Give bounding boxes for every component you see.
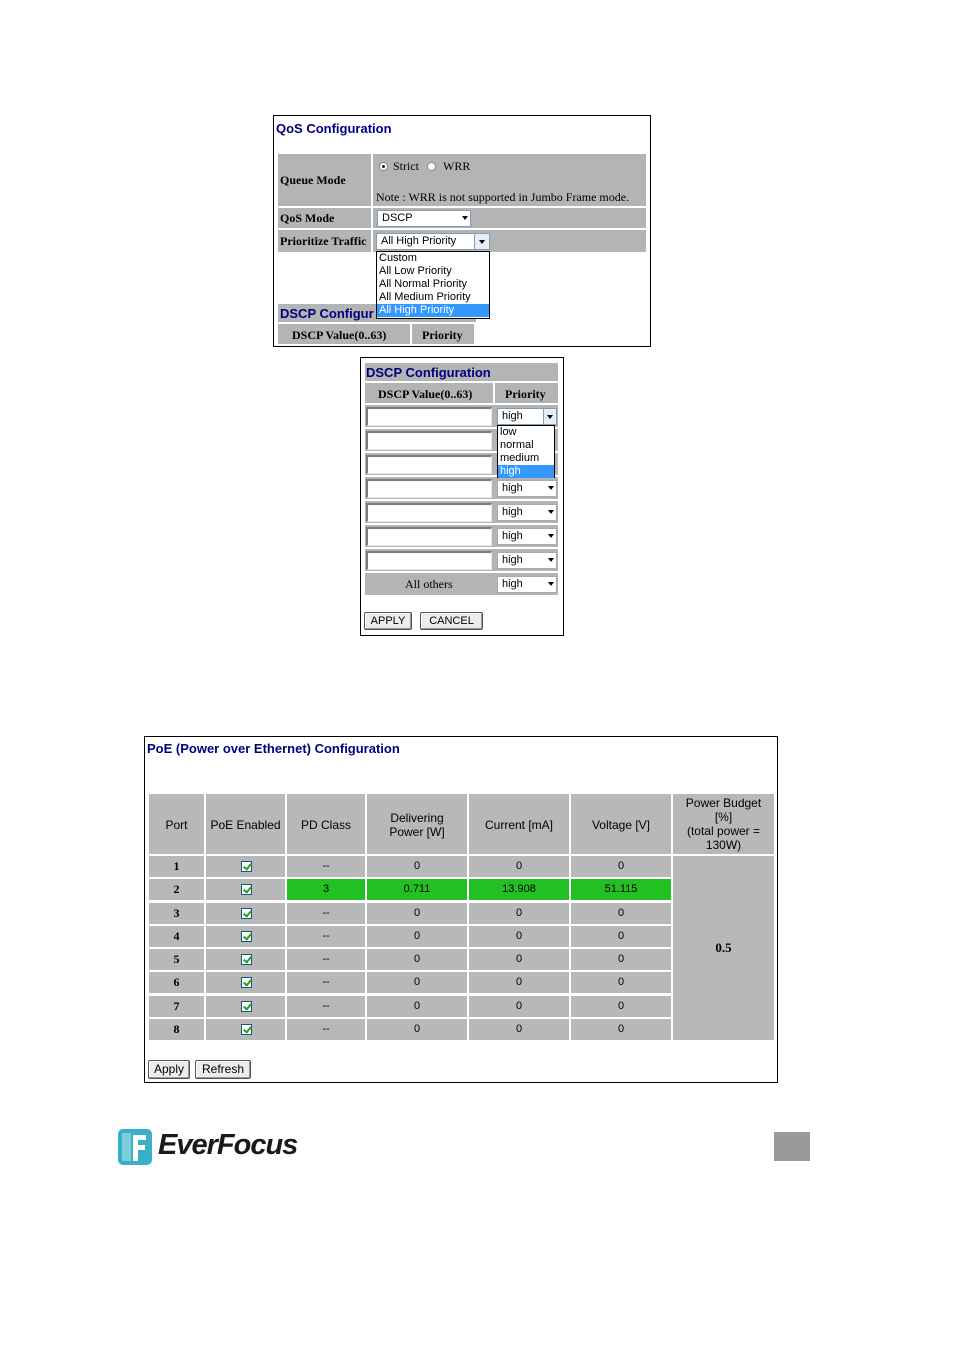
prioritize-option[interactable]: All Normal Priority	[379, 278, 468, 290]
poe-value-current: 0	[515, 953, 523, 965]
poe-value-power: 0	[413, 906, 421, 919]
poe-cell-port	[148, 925, 205, 948]
qos-mode-select[interactable]	[377, 210, 471, 227]
poe-cell-current	[468, 925, 570, 948]
poe-cell-port	[148, 878, 205, 901]
poe-cell-current	[468, 948, 570, 971]
qos-panel	[273, 115, 651, 347]
priority-option[interactable]: low	[500, 426, 517, 438]
poe-cell-pd-class	[286, 948, 366, 971]
page-number-box	[774, 1132, 810, 1161]
poe-value-pd-class: --	[322, 929, 330, 942]
dscp-value-header-label: DSCP Value(0..63)	[378, 387, 473, 401]
poe-cell-power	[366, 995, 468, 1018]
poe-cell-voltage	[570, 1018, 672, 1041]
poe-cell-power	[366, 878, 468, 901]
dscp-value-input[interactable]	[366, 431, 492, 450]
poe-value-voltage: 0	[617, 929, 625, 942]
poe-cell-current	[468, 1018, 570, 1041]
poe-value-pd-class: --	[322, 999, 330, 1012]
dscp-priority-value: high	[502, 578, 523, 590]
prioritize-option[interactable]: All Low Priority	[379, 265, 452, 277]
poe-cell-enabled	[205, 878, 286, 901]
poe-cell-pd-class	[286, 925, 366, 948]
priority-option[interactable]: medium	[500, 452, 540, 464]
poe-cell-enabled	[205, 925, 286, 948]
queue-mode-label-cell	[277, 153, 372, 207]
chevron-down-icon	[548, 510, 554, 514]
header-pd-class-label: PD Class	[300, 818, 351, 832]
dscp-panel	[360, 357, 564, 636]
poe-enabled-checkbox[interactable]	[241, 954, 252, 965]
logo-mark-icon	[118, 1129, 152, 1165]
poe-cell-pd-class	[286, 971, 366, 994]
dscp-value-input[interactable]	[366, 479, 492, 498]
qos-priority-header	[411, 323, 475, 345]
chevron-down-icon	[479, 240, 485, 244]
poe-enabled-checkbox[interactable]	[241, 884, 252, 895]
queue-mode-label: Queue Mode	[280, 173, 346, 187]
brand-name: EverFocus	[158, 1129, 298, 1161]
prioritize-dropdown-list	[376, 251, 490, 319]
dscp-value-input[interactable]	[366, 527, 492, 546]
dscp-value-input[interactable]	[366, 407, 492, 426]
dscp-value-input[interactable]	[366, 551, 492, 570]
poe-title: PoE (Power over Ethernet) Configuration	[147, 741, 400, 756]
poe-value-current: 0	[515, 999, 523, 1012]
dropdown-button[interactable]	[474, 234, 489, 249]
refresh-button[interactable]: Refresh	[195, 1060, 251, 1079]
priority-option[interactable]: normal	[500, 439, 534, 451]
poe-enabled-checkbox[interactable]	[241, 1024, 252, 1035]
poe-enabled-checkbox[interactable]	[241, 861, 252, 872]
poe-value-voltage: 51.115	[604, 883, 638, 896]
queue-mode-value-cell	[372, 153, 647, 207]
poe-value-power: 0	[413, 976, 421, 989]
apply-button[interactable]: APPLY	[364, 612, 412, 630]
poe-cell-power	[366, 948, 468, 971]
dscp-priority-value: high	[502, 482, 523, 494]
poe-cell-current	[468, 995, 570, 1018]
dscp-priority-select[interactable]	[497, 528, 557, 545]
poe-value-voltage: 0	[617, 860, 625, 872]
qos-mode-label: QoS Mode	[280, 211, 335, 225]
poe-value-current: 13.908	[502, 883, 536, 896]
poe-cell-voltage	[570, 948, 672, 971]
poe-cell-enabled	[205, 995, 286, 1018]
poe-value-pd-class: --	[322, 860, 330, 872]
poe-cell-power	[366, 855, 468, 878]
poe-value-port: 5	[173, 952, 180, 966]
poe-value-current: 0	[515, 1022, 523, 1035]
poe-cell-enabled	[205, 855, 286, 878]
header-pd-class	[286, 793, 366, 855]
header-voltage	[570, 793, 672, 855]
poe-cell-power	[366, 902, 468, 925]
poe-cell-port	[148, 902, 205, 925]
poe-cell-voltage	[570, 971, 672, 994]
dscp-title: DSCP Configuration	[366, 365, 491, 380]
qos-title: QoS Configuration	[276, 121, 392, 136]
header-port-label: Port	[165, 818, 188, 832]
all-others-priority-select[interactable]	[497, 576, 557, 593]
poe-value-port: 2	[173, 882, 180, 897]
everfocus-logo	[118, 1129, 318, 1169]
qos-dscp-title: DSCP Configur	[280, 306, 374, 321]
poe-cell-port	[148, 971, 205, 994]
poe-cell-enabled	[205, 902, 286, 925]
poe-value-port: 3	[173, 905, 180, 920]
wrr-note: Note : WRR is not supported in Jumbo Frame mode.	[376, 190, 630, 204]
poe-value-port: 1	[173, 859, 180, 873]
chevron-down-icon	[547, 415, 553, 419]
qos-priority-header-label: Priority	[422, 328, 463, 342]
poe-value-voltage: 0	[617, 976, 625, 989]
poe-cell-pd-class	[286, 1018, 366, 1041]
poe-value-power: 0	[413, 860, 421, 872]
dscp-priority-select[interactable]	[497, 480, 557, 497]
poe-cell-port	[148, 948, 205, 971]
poe-cell-pd-class	[286, 855, 366, 878]
poe-value-current: 0	[515, 976, 523, 989]
poe-cell-enabled	[205, 948, 286, 971]
header-delivering	[366, 793, 468, 855]
prioritize-option[interactable]: All Medium Priority	[379, 291, 471, 303]
prioritize-select[interactable]	[376, 233, 490, 250]
dscp-title-cell	[364, 362, 559, 382]
dscp-priority-select[interactable]	[497, 408, 557, 425]
chevron-down-icon	[548, 534, 554, 538]
prioritize-label-cell	[277, 229, 372, 253]
dscp-priority-header-label: Priority	[505, 387, 546, 401]
poe-value-voltage: 0	[617, 1022, 625, 1035]
poe-value-power: 0.711	[403, 883, 431, 896]
prioritize-value-cell	[372, 229, 647, 253]
poe-cell-power	[366, 925, 468, 948]
dscp-priority-select[interactable]	[497, 504, 557, 521]
poe-enabled-checkbox[interactable]	[241, 977, 252, 988]
poe-value-voltage: 0	[617, 953, 625, 965]
poe-value-pd-class: --	[322, 976, 330, 989]
poe-value-power: 0	[413, 929, 421, 942]
poe-value-pd-class: --	[322, 1022, 330, 1035]
poe-value-pd-class: --	[322, 953, 330, 965]
poe-enabled-checkbox[interactable]	[241, 931, 252, 942]
dscp-value-header	[364, 382, 494, 404]
poe-cell-port	[148, 995, 205, 1018]
qos-mode-value: DSCP	[382, 212, 413, 224]
poe-cell-current	[468, 971, 570, 994]
poe-cell-enabled	[205, 971, 286, 994]
poe-value-port: 8	[173, 1021, 180, 1036]
poe-cell-pd-class	[286, 995, 366, 1018]
poe-cell-port	[148, 1018, 205, 1041]
poe-cell-voltage	[570, 902, 672, 925]
dscp-row	[364, 524, 559, 548]
dscp-priority-value: high	[502, 554, 523, 566]
poe-cell-current	[468, 902, 570, 925]
dscp-row	[364, 476, 559, 500]
chevron-down-icon	[548, 486, 554, 490]
poe-cell-power	[366, 971, 468, 994]
budget-cell	[672, 855, 775, 1041]
header-enabled	[205, 793, 286, 855]
chevron-down-icon	[548, 582, 554, 586]
prioritize-value: All High Priority	[381, 235, 457, 247]
wrr-label: WRR	[443, 159, 471, 173]
poe-cell-port	[148, 855, 205, 878]
poe-value-current: 0	[515, 860, 523, 872]
header-enabled-label: PoE Enabled	[210, 818, 281, 832]
poe-value-current: 0	[515, 906, 523, 919]
all-others-label: All others	[405, 577, 453, 591]
poe-value-voltage: 0	[617, 999, 625, 1012]
dscp-priority-value: high	[502, 506, 523, 518]
dscp-row	[364, 500, 559, 524]
qos-mode-value-cell	[372, 207, 647, 229]
dscp-all-others-row	[364, 572, 559, 596]
poe-value-port: 6	[173, 975, 180, 990]
dscp-priority-select[interactable]	[497, 552, 557, 569]
poe-cell-voltage	[570, 878, 672, 901]
prioritize-option[interactable]: Custom	[379, 252, 417, 264]
poe-value-power: 0	[413, 953, 421, 965]
poe-enabled-checkbox[interactable]	[241, 1001, 252, 1012]
header-port	[148, 793, 205, 855]
poe-value-current: 0	[515, 929, 523, 942]
header-budget-label: [%]	[714, 810, 733, 824]
priority-option-selected[interactable]: high	[498, 465, 554, 478]
poe-value-power: 0	[413, 999, 421, 1012]
header-budget-label: (total power =	[686, 824, 761, 838]
poe-value-pd-class: 3	[322, 883, 330, 896]
apply-button[interactable]: Apply	[148, 1060, 190, 1079]
strict-label: Strict	[393, 159, 419, 173]
header-current-label: Current [mA]	[484, 818, 553, 832]
strict-radio[interactable]	[379, 162, 388, 171]
wrr-radio[interactable]	[427, 162, 436, 171]
dropdown-button[interactable]	[543, 409, 556, 424]
header-budget	[672, 793, 775, 855]
prioritize-label: Prioritize Traffic	[280, 234, 367, 248]
prioritize-option-selected[interactable]: All High Priority	[377, 304, 489, 317]
poe-value-port: 4	[173, 928, 180, 943]
header-delivering-label: Delivering	[390, 811, 444, 825]
chevron-down-icon	[462, 216, 468, 220]
poe-panel	[144, 736, 778, 1083]
poe-cell-current	[468, 878, 570, 901]
poe-cell-voltage	[570, 855, 672, 878]
header-budget-label: Power Budget	[685, 796, 762, 810]
poe-cell-enabled	[205, 1018, 286, 1041]
qos-dscp-value-header	[277, 323, 411, 345]
cancel-button[interactable]: CANCEL	[420, 612, 483, 630]
dscp-value-input[interactable]	[366, 503, 492, 522]
poe-cell-voltage	[570, 995, 672, 1018]
chevron-down-icon	[548, 558, 554, 562]
poe-cell-pd-class	[286, 878, 366, 901]
poe-value-port: 7	[173, 998, 180, 1013]
qos-mode-label-cell	[277, 207, 372, 229]
budget-value: 0.5	[715, 940, 732, 955]
qos-dscp-value-header-label: DSCP Value(0..63)	[292, 328, 387, 342]
header-current	[468, 793, 570, 855]
dscp-value-input[interactable]	[366, 455, 492, 474]
poe-cell-current	[468, 855, 570, 878]
dscp-priority-value: high	[502, 530, 523, 542]
dscp-priority-value: high	[502, 410, 523, 422]
poe-cell-power	[366, 1018, 468, 1041]
poe-value-voltage: 0	[617, 906, 625, 919]
poe-cell-pd-class	[286, 902, 366, 925]
poe-value-pd-class: --	[322, 906, 330, 919]
dscp-priority-header	[494, 382, 559, 404]
poe-cell-voltage	[570, 925, 672, 948]
header-delivering-label: Power [W]	[389, 825, 445, 839]
header-voltage-label: Voltage [V]	[591, 818, 651, 832]
dscp-row	[364, 548, 559, 572]
poe-enabled-checkbox[interactable]	[241, 908, 252, 919]
header-budget-label: 130W)	[705, 838, 742, 852]
dscp-priority-dropdown-list	[497, 425, 555, 478]
poe-value-power: 0	[413, 1022, 421, 1035]
